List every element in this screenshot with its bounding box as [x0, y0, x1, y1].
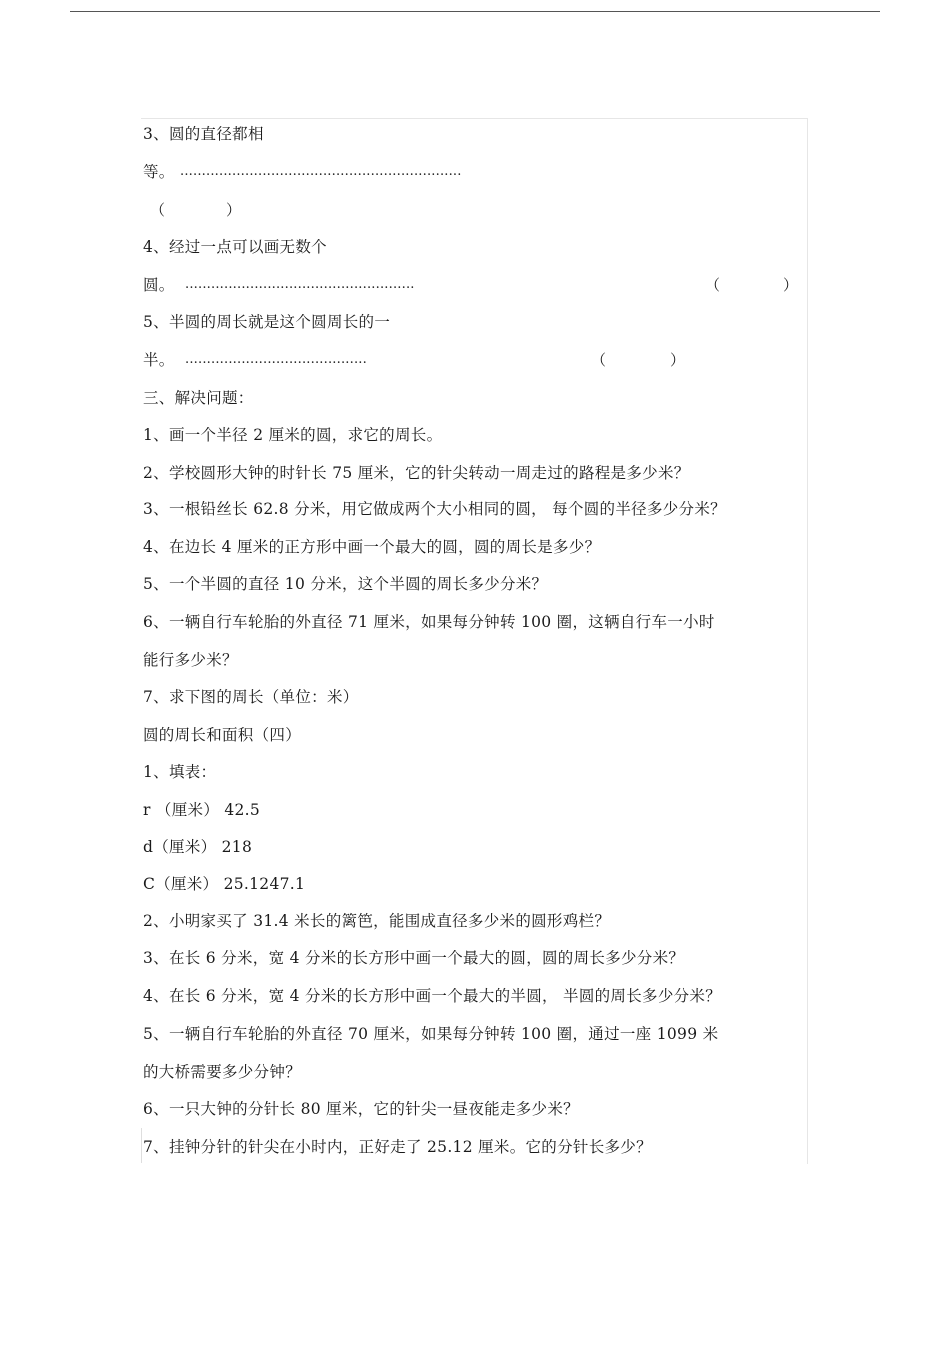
solve-heading: 三、解决问题： — [143, 389, 254, 407]
judge-q5-close-paren: ） — [670, 351, 686, 369]
judge-q3-close-paren: ） — [226, 201, 242, 219]
solve-item: 3、一根铅丝长 62.8 分米，用它做成两个大小相同的圆， 每个圆的半径多少分米？ — [143, 500, 726, 518]
judge-q3-end: 等。 — [143, 163, 175, 181]
solve-item: 4、在边长 4 厘米的正方形中画一个最大的圆，圆的周长是多少？ — [143, 538, 601, 556]
judge-q4-open-paren: （ — [705, 276, 721, 294]
question-item: 2、小明家买了 31.4 米长的篱笆，能围成直径多少米的圆形鸡栏？ — [143, 912, 611, 930]
solve-item: 5、一个半圆的直径 10 分米，这个半圆的周长多少分米？ — [143, 575, 548, 593]
judge-q5-open-paren: （ — [591, 351, 607, 369]
judge-q3-open-paren: （ — [150, 201, 166, 219]
solve-item: 7、求下图的周长（单位：米） — [143, 688, 359, 706]
table-row: C（厘米） 25.1247.1 — [143, 875, 306, 893]
question-item-continuation: 的大桥需要多少分钟？ — [143, 1063, 302, 1081]
question-item: 3、在长 6 分米，宽 4 分米的长方形中画一个最大的圆，圆的周长多少分米？ — [143, 949, 685, 967]
judge-q4-dots: ..................................................... — [185, 277, 415, 292]
judge-q5-dots: .......................................... — [185, 352, 367, 367]
judge-q5-text: 5、半圆的周长就是这个圆周长的一 — [143, 313, 391, 331]
solve-item: 1、画一个半径 2 厘米的圆，求它的周长。 — [143, 426, 443, 444]
judge-q4-end: 圆。 — [143, 276, 175, 294]
judge-q4-text: 4、经过一点可以画无数个 — [143, 238, 327, 256]
table-row: r （厘米） 42.5 — [143, 801, 261, 819]
header-rule — [70, 11, 880, 12]
judge-q5-end: 半。 — [143, 351, 175, 369]
judge-q3-dots: ................................................................. — [180, 164, 462, 179]
solve-item-continuation: 能行多少米？ — [143, 651, 238, 669]
section-title: 圆的周长和面积（四） — [143, 726, 302, 744]
question-item: 7、挂钟分针的针尖在小时内，正好走了 25.12 厘米。它的分针长多少？ — [143, 1138, 652, 1156]
fill-table-heading: 1、填表： — [143, 763, 217, 781]
solve-item: 6、一辆自行车轮胎的外直径 71 厘米，如果每分钟转 100 圈，这辆自行车一小时 — [143, 613, 715, 631]
page-frame-edge — [141, 1128, 142, 1163]
table-row: d（厘米） 218 — [143, 838, 253, 856]
question-item: 5、一辆自行车轮胎的外直径 70 厘米，如果每分钟转 100 圈，通过一座 1099 米 — [143, 1025, 719, 1043]
solve-item: 2、学校圆形大钟的时针长 75 厘米，它的针尖转动一周走过的路程是多少米？ — [143, 464, 690, 482]
judge-q3-text: 3、圆的直径都相 — [143, 125, 264, 143]
question-item: 4、在长 6 分米，宽 4 分米的长方形中画一个最大的半圆， 半圆的周长多少分米？ — [143, 987, 722, 1005]
question-item: 6、一只大钟的分针长 80 厘米，它的针尖一昼夜能走多少米？ — [143, 1100, 579, 1118]
judge-q4-close-paren: ） — [783, 276, 799, 294]
